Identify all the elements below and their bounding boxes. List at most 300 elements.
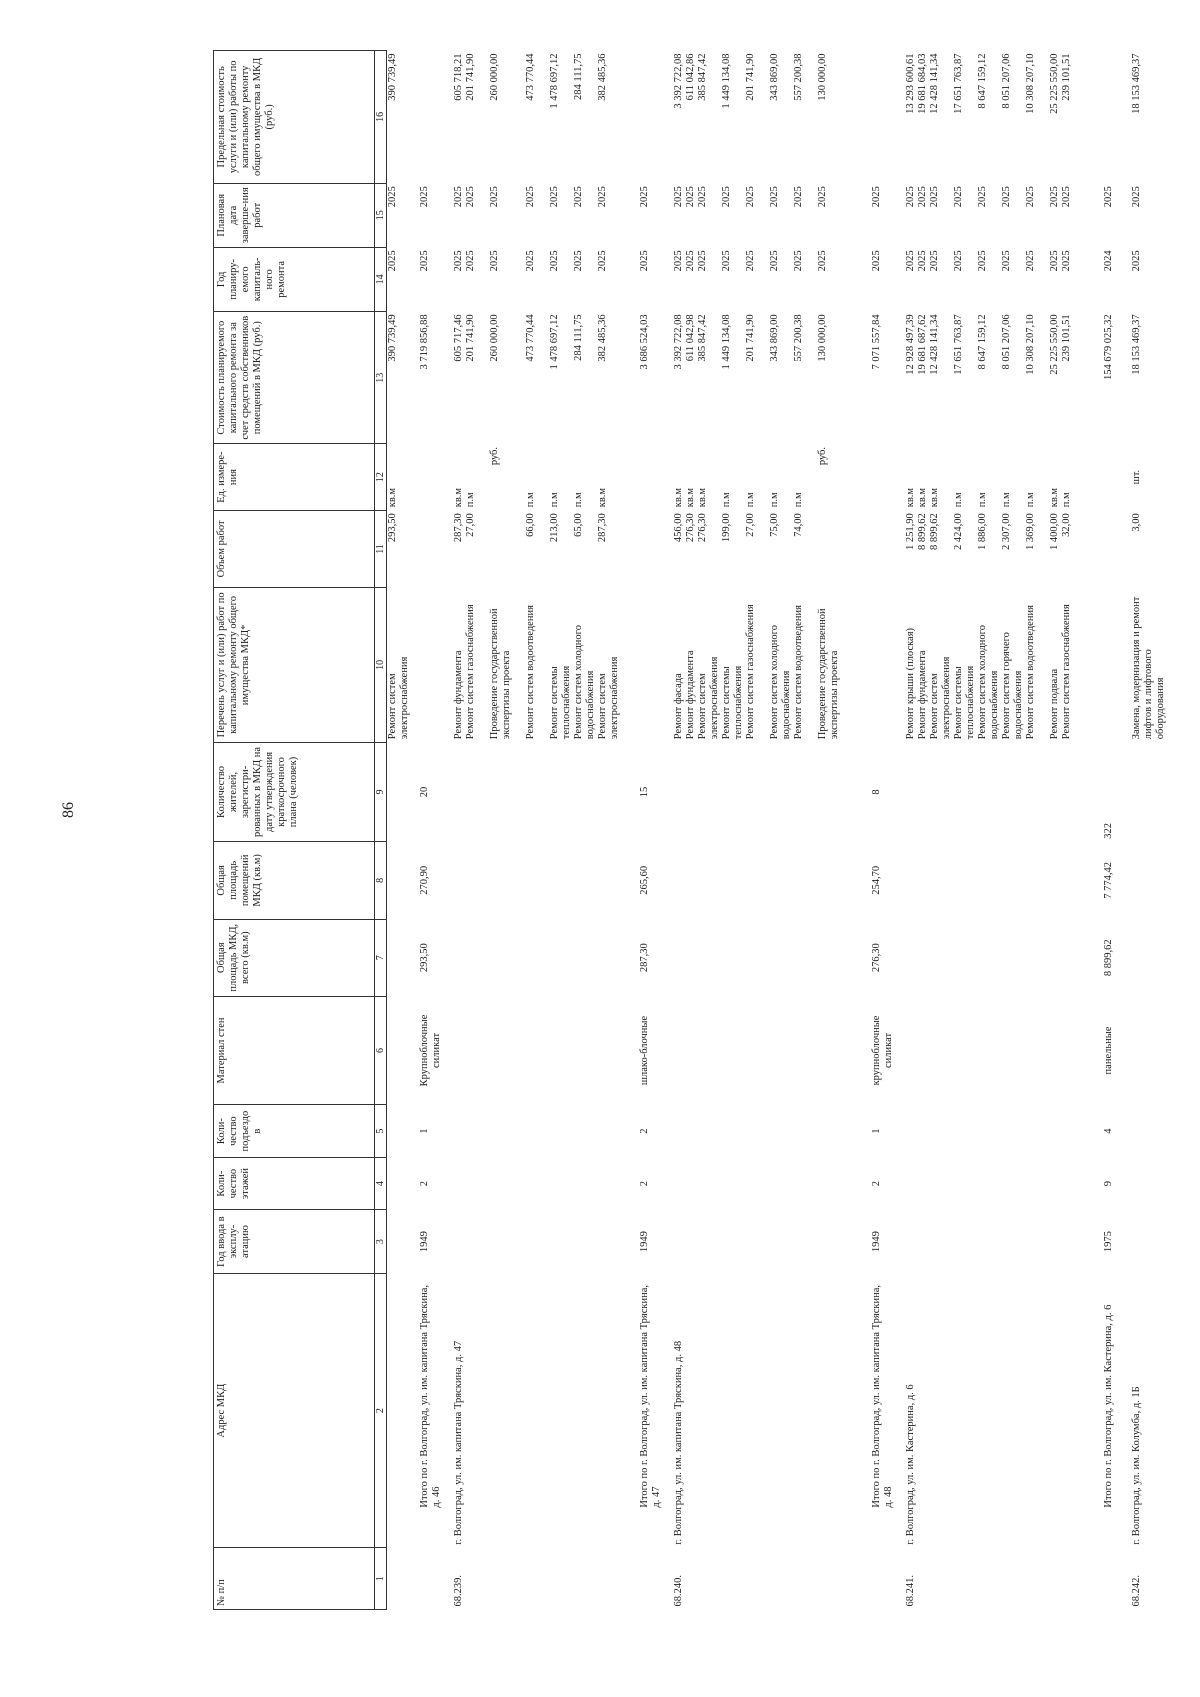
- work-limit: 201 741,90: [745, 53, 756, 101]
- limit-list: [447, 51, 631, 184]
- work-limit: 8 051 207,06: [1001, 53, 1012, 109]
- work-name: Ремонт системы теплоснабжения: [953, 665, 976, 740]
- work-volume: 32,00: [1061, 513, 1072, 537]
- work-volume: 276,30: [697, 513, 708, 543]
- plan-year: 2025: [871, 250, 882, 272]
- residents: 20: [419, 786, 430, 798]
- work-cost: 385 847,42: [697, 314, 708, 362]
- work-date: 2025: [817, 186, 828, 208]
- total-area: 276,30: [871, 943, 882, 973]
- record-number: 68.242.: [1131, 1575, 1142, 1607]
- work-year: 2025: [817, 250, 828, 272]
- rooms-area: 270,90: [419, 865, 430, 895]
- plan-date: 2025: [1103, 186, 1114, 208]
- header-cell: Год ввода в эксплу-атацию: [214, 1210, 375, 1274]
- work-limit: 284 111,75: [573, 53, 584, 100]
- work-volume: 8 899,62: [929, 513, 940, 550]
- build-year: 1949: [639, 1231, 650, 1253]
- work-unit: п.м: [769, 492, 780, 508]
- plan-year: 2024: [1103, 250, 1114, 272]
- date-list: [667, 183, 863, 247]
- unit-list: [899, 444, 1095, 510]
- work-cost: 611 042,98: [685, 314, 696, 362]
- rooms-area: 254,70: [871, 865, 882, 895]
- work-unit: п.м: [953, 492, 964, 508]
- work-year: 2025: [697, 250, 708, 272]
- limit-list: [899, 51, 1095, 184]
- total-row: [411, 51, 447, 1610]
- cost-list: [667, 311, 863, 444]
- column-number: 13: [375, 311, 387, 444]
- work-year: 2025: [573, 250, 584, 272]
- header-cell: Плановая дата заверше-ния работ: [214, 183, 375, 247]
- header-cell: Материал стен: [214, 996, 375, 1104]
- work-name: Ремонт систем электроснабжения: [597, 656, 620, 740]
- total-row: [631, 51, 667, 1610]
- work-limit: 1 478 697,12: [549, 53, 560, 109]
- rooms-area: 265,60: [639, 865, 650, 895]
- work-volume: 293,50: [387, 513, 398, 543]
- work-year: 2025: [1025, 250, 1036, 272]
- entrances: 4: [1103, 1128, 1114, 1134]
- work-name: Ремонт подвала: [1049, 668, 1060, 740]
- work-volume: 66,00: [525, 513, 536, 537]
- work-year: 2025: [917, 250, 928, 272]
- work-limit: 390 739,49: [387, 53, 398, 101]
- build-year: 1949: [419, 1231, 430, 1253]
- build-year: 1949: [871, 1231, 882, 1253]
- work-name: Ремонт систем газоснабжения: [1061, 604, 1072, 740]
- work-unit: кв.м: [917, 487, 928, 508]
- work-date: 2025: [905, 186, 916, 208]
- work-volume: 65,00: [573, 513, 584, 537]
- total-label: Итого по г. Волгоград, ул. им. капитана Тряскина, д. 47: [639, 1284, 662, 1508]
- residents: 15: [639, 786, 650, 798]
- work-cost: 8 051 207,06: [1001, 314, 1012, 370]
- work-date: 2025: [387, 186, 398, 208]
- work-date: 2025: [673, 186, 684, 208]
- work-date: 2025: [597, 186, 608, 208]
- work-unit: кв.м: [1049, 487, 1060, 508]
- record-address: г. Волгоград, ул. им. Кастерина, д. 6: [905, 1384, 916, 1545]
- work-date: 2025: [769, 186, 780, 208]
- work-volume: 27,00: [745, 513, 756, 537]
- work-year: 2025: [977, 250, 988, 272]
- work-name: Ремонт системы теплоснабжения: [721, 665, 744, 740]
- work-limit: 343 869,00: [769, 53, 780, 101]
- work-limit: 385 847,42: [697, 53, 708, 101]
- volume-list: [899, 510, 1095, 587]
- record-number: 68.239.: [453, 1575, 464, 1607]
- column-number: 5: [375, 1105, 387, 1158]
- work-list: [899, 588, 1095, 743]
- limit-list: [667, 51, 863, 184]
- record-number: 68.241.: [905, 1575, 916, 1607]
- work-cost: 1 478 697,12: [549, 314, 560, 370]
- record-address: г. Волгоград, ул. им. капитана Тряскина, д. 48: [673, 1340, 684, 1545]
- work-volume: 8 899,62: [917, 513, 928, 550]
- total-label: Итого по г. Волгоград, ул. им. капитана Тряскина, д. 46: [419, 1284, 442, 1508]
- work-limit: 3 392 722,08: [673, 53, 684, 109]
- build-year: 1975: [1103, 1231, 1114, 1253]
- floors: 9: [1103, 1180, 1114, 1187]
- work-limit: 13 293 600,61: [905, 53, 916, 114]
- work-volume: 199,00: [721, 513, 732, 543]
- work-year: 2025: [745, 250, 756, 272]
- total-cost: 7 071 557,84: [871, 314, 882, 370]
- work-date: 2025: [573, 186, 584, 208]
- work-unit: руб.: [817, 446, 828, 466]
- total-cost: 3 686 524,03: [639, 314, 650, 370]
- work-date: 2025: [977, 186, 988, 208]
- work-cost: 8 647 159,12: [977, 314, 988, 370]
- work-unit: кв.м: [929, 487, 940, 508]
- work-volume: 1 251,90: [905, 513, 916, 550]
- work-unit: п.м: [977, 492, 988, 508]
- year-list: [447, 247, 631, 311]
- unit-list: [447, 444, 631, 510]
- work-limit: 473 770,44: [525, 53, 536, 101]
- header-cell: Ед. измере-ния: [214, 444, 375, 510]
- work-year: 2025: [953, 250, 964, 272]
- residents: 322: [1103, 822, 1114, 839]
- work-volume: 1 369,00: [1025, 513, 1036, 550]
- work-volume: 213,00: [549, 513, 560, 543]
- work-limit: 557 200,38: [793, 53, 804, 101]
- work-date: 2025: [489, 186, 500, 208]
- column-number-row: [375, 51, 387, 1610]
- cost-list: [899, 311, 1095, 444]
- work-year: 2025: [465, 250, 476, 272]
- record-row: [1131, 51, 1167, 1610]
- work-volume: 2 307,00: [1001, 513, 1012, 550]
- work-unit: кв.м: [685, 487, 696, 508]
- work-unit: п.м: [465, 492, 476, 508]
- work-year: 2025: [549, 250, 560, 272]
- work-name: Ремонт фасада: [673, 673, 684, 740]
- work-limit: 239 101,51: [1061, 53, 1072, 101]
- total-area: 8 899,62: [1103, 939, 1114, 977]
- work-year: 2025: [387, 250, 398, 272]
- work-name: Ремонт крыши (плоская): [905, 627, 916, 740]
- work-limit: 611 042,86: [685, 53, 696, 101]
- work-cost: 3 392 722,08: [673, 314, 684, 370]
- header-cell: Количество жителей, зарегистри-рованных в МКД на дату утверждения краткосрочного плана (человек): [214, 742, 375, 841]
- unit-list: [667, 444, 863, 510]
- work-cost: 201 741,90: [745, 314, 756, 362]
- floors: 2: [419, 1180, 430, 1187]
- work-date: 2025: [745, 186, 756, 208]
- record-row: [447, 51, 631, 1610]
- plan-year: 2025: [639, 250, 650, 272]
- work-date: 2025: [1001, 186, 1012, 208]
- floors: 2: [871, 1180, 882, 1187]
- work-year: 2025: [1061, 250, 1072, 272]
- entrances: 1: [419, 1128, 430, 1134]
- work-volume: 287,30: [453, 513, 464, 543]
- header-row: [214, 51, 375, 1610]
- work-year: 2025: [929, 250, 940, 272]
- work-date: 2025: [1131, 186, 1142, 208]
- work-name: Ремонт систем электроснабжения: [697, 656, 720, 740]
- header-cell: № п/п: [214, 1548, 375, 1610]
- work-cost: 260 000,00: [489, 314, 500, 362]
- wall-material: крупноблочные силикат: [871, 1015, 894, 1086]
- work-name: Ремонт систем электроснабжения: [387, 656, 410, 740]
- work-volume: [489, 513, 525, 584]
- work-name: Проведение государственной экспертизы проекта: [489, 608, 512, 740]
- column-number: 7: [375, 919, 387, 996]
- work-cost: 12 928 497,39: [905, 314, 916, 375]
- work-name: Ремонт систем газоснабжения: [465, 604, 476, 740]
- total-cost: 3 719 856,88: [419, 314, 430, 370]
- work-name: Ремонт систем горячего водоснабжения: [1001, 632, 1024, 740]
- wall-material: панельные: [1103, 1026, 1114, 1075]
- work-name: Ремонт систем водоотведения: [525, 605, 536, 740]
- work-volume: 276,30: [685, 513, 696, 543]
- work-limit: 25 225 550,00: [1049, 53, 1060, 114]
- work-unit: п.м: [745, 492, 756, 508]
- work-name: Ремонт фундамента: [685, 650, 696, 740]
- work-unit: п.м: [573, 492, 584, 508]
- wall-material: Крупноблочные силикат: [419, 1014, 442, 1087]
- work-cost: 557 200,38: [793, 314, 804, 362]
- column-number: 16: [375, 51, 387, 184]
- work-year: 2025: [905, 250, 916, 272]
- plan-date: 2025: [419, 186, 430, 208]
- work-unit: п.м: [525, 492, 536, 508]
- column-number: 8: [375, 842, 387, 919]
- work-date: 2025: [793, 186, 804, 208]
- date-list: [447, 183, 631, 247]
- work-date: 2025: [453, 186, 464, 208]
- work-date: 2025: [721, 186, 732, 208]
- work-name: Замена, модернизация и ремонт лифтов и лифтового оборудования: [1131, 596, 1166, 740]
- header-cell: Общая площадь помещений МКД (кв.м): [214, 842, 375, 919]
- work-cost: 17 651 763,87: [953, 314, 964, 375]
- header-cell: Адрес МКД: [214, 1274, 375, 1548]
- work-volume: 3,00: [1131, 513, 1142, 532]
- work-name: Проведение государственной экспертизы проекта: [817, 608, 840, 740]
- work-unit: п.м: [549, 492, 560, 508]
- record-address: г. Волгоград, ул. им. Колумба, д. 1Б: [1131, 1386, 1142, 1545]
- record-row: [899, 51, 1095, 1610]
- work-volume: 456,00: [673, 513, 684, 543]
- work-limit: 8 647 159,12: [977, 53, 988, 109]
- work-date: 2025: [697, 186, 708, 208]
- cost-list: [447, 311, 631, 444]
- page-number: 86: [60, 802, 77, 818]
- work-year: 2025: [525, 250, 536, 272]
- work-limit: 1 449 134,08: [721, 53, 732, 109]
- work-year: 2025: [1131, 250, 1142, 272]
- work-year: 2025: [489, 250, 500, 272]
- work-unit: кв.м: [597, 487, 608, 508]
- work-name: Ремонт систем газоснабжения: [745, 604, 756, 740]
- repair-plan-table: [213, 50, 1167, 1610]
- total-row: [1095, 51, 1131, 1610]
- work-date: 2025: [1061, 186, 1072, 208]
- work-cost: 382 485,36: [597, 314, 608, 362]
- work-volume: 1 400,00: [1049, 513, 1060, 550]
- work-unit: п.м: [1001, 492, 1012, 508]
- work-limit: 19 681 684,03: [917, 53, 928, 114]
- header-cell: Предельная стоимость услуги и (или) работы по капитальному ремонту общего имущества в МКД (руб.): [214, 51, 375, 184]
- work-year: 2025: [1001, 250, 1012, 272]
- entrances: 2: [639, 1128, 650, 1134]
- work-cost: 19 681 687,62: [917, 314, 928, 375]
- entrances: 1: [871, 1128, 882, 1134]
- work-cost: 130 000,00: [817, 314, 828, 362]
- total-cost: 154 679 025,32: [1103, 314, 1114, 381]
- work-volume: 75,00: [769, 513, 780, 537]
- work-unit: п.м: [1025, 492, 1036, 508]
- header-cell: Коли-чество подъездо в: [214, 1105, 375, 1158]
- work-cost: 25 225 550,00: [1049, 314, 1060, 375]
- work-unit: кв.м: [673, 487, 684, 508]
- year-list: [667, 247, 863, 311]
- column-number: 14: [375, 247, 387, 311]
- column-number: 15: [375, 183, 387, 247]
- floors: 2: [639, 1180, 650, 1187]
- work-limit: 260 000,00: [489, 53, 500, 101]
- work-date: 2025: [917, 186, 928, 208]
- total-label: Итого по г. Волгоград, ул. им. капитана Тряскина, д. 48: [871, 1284, 894, 1508]
- work-cost: 10 308 207,10: [1025, 314, 1036, 375]
- column-number: 4: [375, 1158, 387, 1210]
- work-name: Ремонт систем водоотведения: [793, 605, 804, 740]
- work-cost: 1 449 134,08: [721, 314, 732, 370]
- work-year: 2025: [673, 250, 684, 272]
- residents: 8: [871, 789, 882, 795]
- plan-date: 2025: [639, 186, 650, 208]
- work-unit: кв.м: [697, 487, 708, 508]
- work-limit: 10 308 207,10: [1025, 53, 1036, 114]
- total-area: 287,30: [639, 943, 650, 973]
- work-unit: п.м: [721, 492, 732, 508]
- work-volume: 1 886,00: [977, 513, 988, 550]
- work-name: Ремонт систем холодного водоснабжения: [769, 625, 792, 740]
- record-row: [667, 51, 863, 1610]
- plan-date: 2025: [871, 186, 882, 208]
- table-row: [387, 51, 412, 1610]
- work-date: 2025: [525, 186, 536, 208]
- work-unit: п.м: [1061, 492, 1072, 508]
- work-name: Ремонт системы теплоснабжения: [549, 665, 572, 740]
- work-unit: п.м: [793, 492, 804, 508]
- record-number: 68.240.: [673, 1575, 684, 1607]
- work-cost: 343 869,00: [769, 314, 780, 362]
- column-number: 10: [375, 588, 387, 743]
- work-volume: 287,30: [597, 513, 608, 543]
- work-date: 2025: [465, 186, 476, 208]
- work-date: 2025: [685, 186, 696, 208]
- work-limit: 382 485,36: [597, 53, 608, 101]
- total-area: 293,50: [419, 943, 430, 973]
- total-label: Итого по г. Волгоград, ул. им. Кастерина, д. 6: [1103, 1304, 1114, 1508]
- total-row: [863, 51, 899, 1610]
- work-date: 2025: [929, 186, 940, 208]
- work-year: 2025: [1049, 250, 1060, 272]
- header-cell: Объем работ: [214, 510, 375, 587]
- plan-year: 2025: [419, 250, 430, 272]
- work-volume: 2 424,00: [953, 513, 964, 550]
- work-list: [667, 588, 863, 743]
- work-unit: кв.м: [453, 487, 464, 508]
- column-number: 2: [375, 1274, 387, 1548]
- work-unit: кв.м: [387, 487, 398, 508]
- rotated-table-container: [213, 50, 1200, 1610]
- work-name: Ремонт систем водоотведения: [1025, 605, 1036, 740]
- column-number: 9: [375, 742, 387, 841]
- work-cost: 12 428 141,34: [929, 314, 940, 375]
- work-limit: 201 741,90: [465, 53, 476, 101]
- work-limit: 130 000,00: [817, 53, 828, 101]
- work-cost: 605 717,46: [453, 314, 464, 362]
- work-unit: кв.м: [905, 487, 916, 508]
- header-cell: Общая площадь МКД, всего (кв.м): [214, 919, 375, 996]
- work-unit: руб.: [489, 446, 500, 466]
- work-year: 2025: [721, 250, 732, 272]
- work-year: 2025: [453, 250, 464, 272]
- work-name: Ремонт фундамента: [453, 650, 464, 740]
- work-list: [447, 588, 631, 743]
- header-cell: Год планиру-емого капиталь-ного ремонта: [214, 247, 375, 311]
- header-cell: Коли-чество этажей: [214, 1158, 375, 1210]
- work-limit: 18 153 469,37: [1131, 53, 1142, 114]
- header-cell: Стоимость планируемого капитального ремонта за счет средств собственников помещений в МКД (руб.): [214, 311, 375, 444]
- column-number: 3: [375, 1210, 387, 1274]
- work-year: 2025: [793, 250, 804, 272]
- work-cost: 239 101,51: [1061, 314, 1072, 362]
- record-address: г. Волгоград, ул. им. капитана Тряскина, д. 47: [453, 1340, 464, 1545]
- work-date: 2025: [1025, 186, 1036, 208]
- work-limit: 12 428 141,34: [929, 53, 940, 114]
- work-limit: 605 718,21: [453, 53, 464, 101]
- work-volume: [817, 513, 853, 584]
- work-date: 2025: [1049, 186, 1060, 208]
- work-name: Ремонт систем холодного водоснабжения: [573, 625, 596, 740]
- work-volume: 74,00: [793, 513, 804, 537]
- work-cost: 201 741,90: [465, 314, 476, 362]
- column-number: 6: [375, 996, 387, 1104]
- work-cost: 473 770,44: [525, 314, 536, 362]
- work-name: Ремонт систем холодного водоснабжения: [977, 625, 1000, 740]
- year-list: [899, 247, 1095, 311]
- work-unit: шт.: [1131, 469, 1142, 485]
- work-year: 2025: [597, 250, 608, 272]
- column-number: 12: [375, 444, 387, 510]
- work-date: 2025: [953, 186, 964, 208]
- work-cost: 18 153 469,37: [1131, 314, 1142, 375]
- header-cell: Перечень услуг и (или) работ по капитальному ремонту общего имущества МКД*: [214, 588, 375, 743]
- work-cost: 390 739,49: [387, 314, 398, 362]
- work-cost: 284 111,75: [573, 314, 584, 361]
- date-list: [899, 183, 1095, 247]
- wall-material: шлако-блочные: [639, 1015, 650, 1086]
- rooms-area: 7 774,42: [1103, 861, 1114, 899]
- work-year: 2025: [685, 250, 696, 272]
- work-name: Ремонт систем электроснабжения: [929, 656, 952, 740]
- volume-list: [667, 510, 863, 587]
- work-date: 2025: [549, 186, 560, 208]
- work-volume: 27,00: [465, 513, 476, 537]
- column-number: 1: [375, 1548, 387, 1610]
- column-number: 11: [375, 510, 387, 587]
- work-name: Ремонт фундамента: [917, 650, 928, 740]
- volume-list: [447, 510, 631, 587]
- work-year: 2025: [769, 250, 780, 272]
